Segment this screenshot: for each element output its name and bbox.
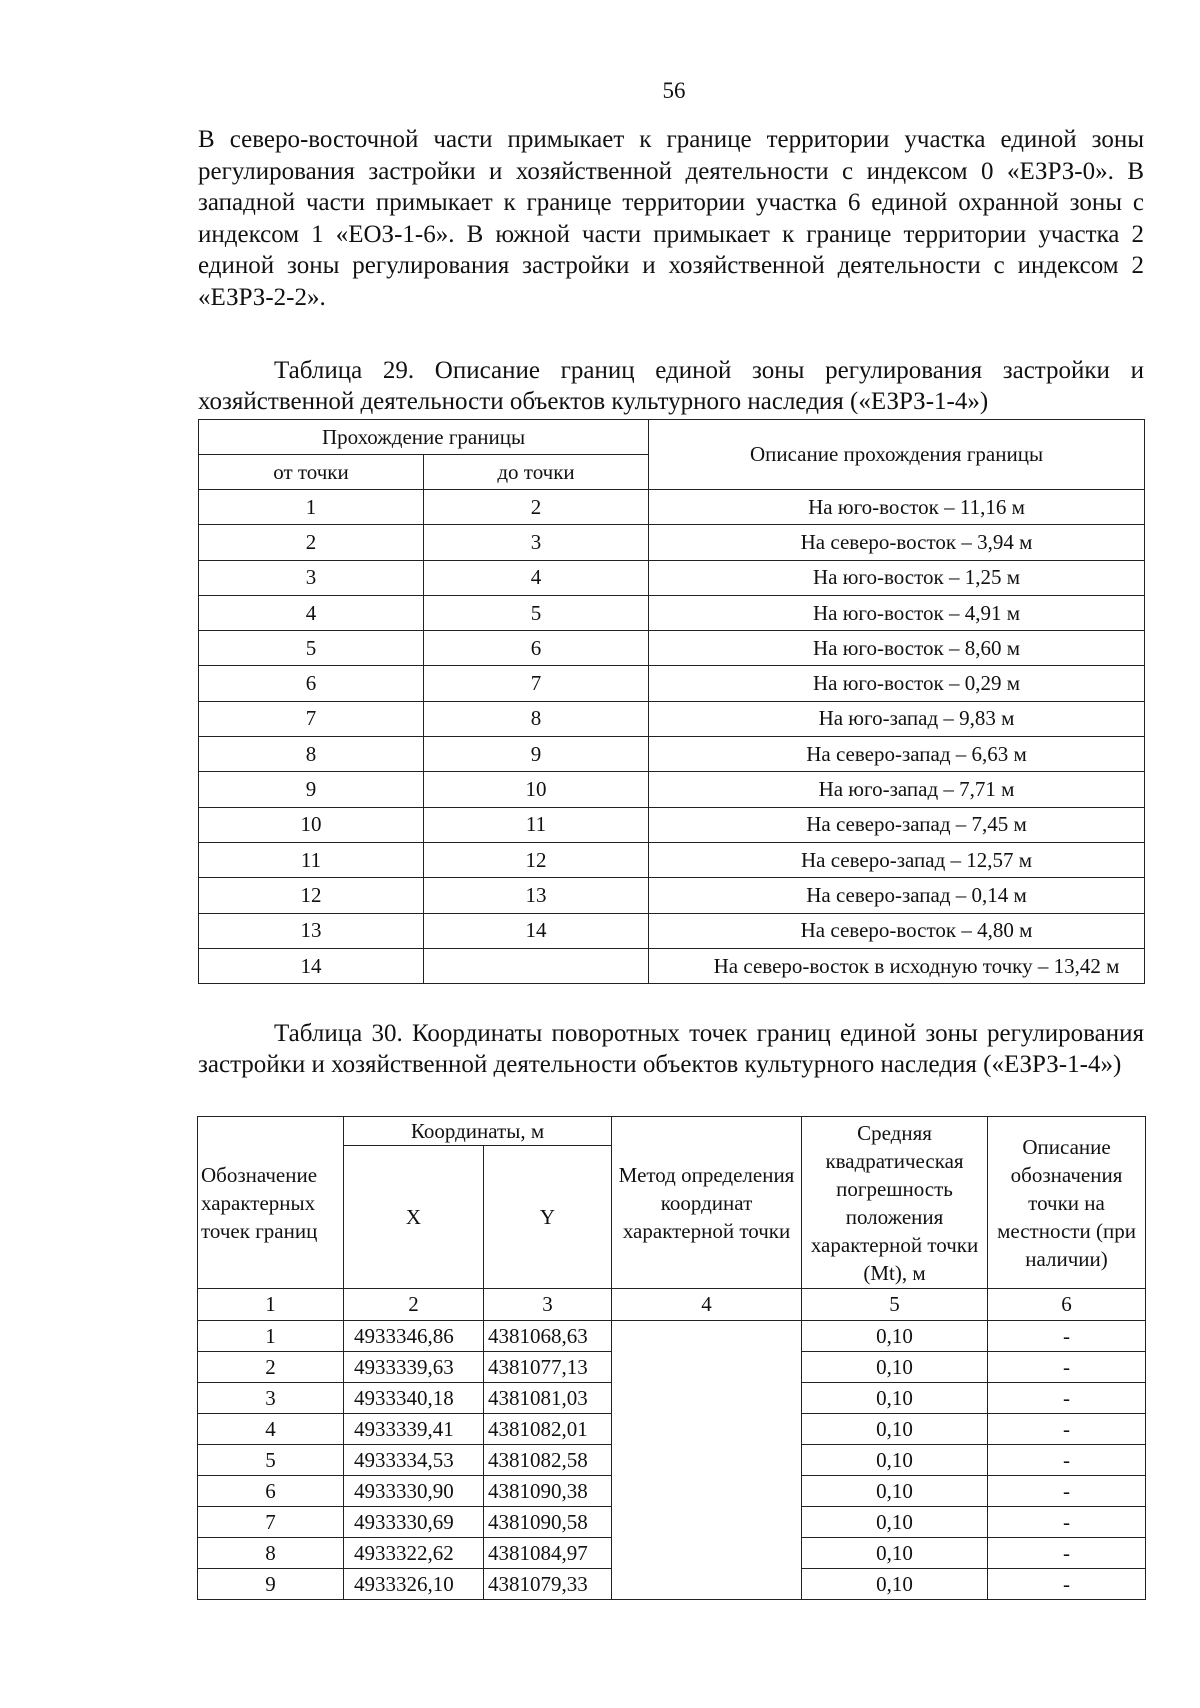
cell-point-description: - — [988, 1507, 1146, 1538]
cell-point-description: - — [988, 1538, 1146, 1569]
table-row — [199, 701, 1145, 736]
cell-mean-square-error: 0,10 — [802, 1445, 988, 1476]
cell-from-point: 12 — [199, 878, 424, 913]
cell-mean-square-error: 0,10 — [802, 1414, 988, 1445]
cell-point-description: - — [988, 1414, 1146, 1445]
header-boundary-description: Описание прохождения границы — [649, 420, 1145, 490]
cell-from-point: 1 — [199, 490, 424, 525]
page-number: 56 — [662, 78, 686, 103]
cell-from-point: 4 — [199, 595, 424, 630]
cell-description: На юго-восток – 1,25 м — [649, 560, 1145, 595]
column-number: 3 — [484, 1289, 612, 1321]
cell-coordinate-y: 4381090,38 — [484, 1476, 612, 1507]
cell-to-point: 2 — [424, 490, 649, 525]
table-row — [199, 631, 1145, 666]
cell-coordinate-x: 4933322,62 — [344, 1538, 484, 1569]
cell-point-description: - — [988, 1476, 1146, 1507]
cell-description: На северо-восток в исходную точку – 13,42 м — [649, 948, 1145, 983]
cell-point-description: - — [988, 1352, 1146, 1383]
cell-coordinate-x: 4933340,18 — [344, 1383, 484, 1414]
cell-mean-square-error: 0,10 — [802, 1569, 988, 1600]
cell-mean-square-error: 0,10 — [802, 1476, 988, 1507]
intro-paragraph: В северо-восточной части примыкает к границе территории участка единой зоны регулирования застройки и хозяйственной деятельности с индексом 0 «ЕЗРЗ-0». В западной части примыкает к границе территории участка 6 единой охранной зоны с индексом 1 «ЕОЗ-1-6». В южной части примыкает к границе территории участка 2 единой зоны регулирования застройки и хозяйственной деятельности с индексом 2 «ЕЗРЗ-2-2». — [198, 126, 1144, 311]
cell-description: На северо-восток – 3,94 м — [649, 525, 1145, 560]
table-row — [199, 595, 1145, 630]
cell-coordinate-x: 4933334,53 — [344, 1445, 484, 1476]
header-boundary-passage: Прохождение границы — [199, 420, 649, 455]
cell-to-point: 8 — [424, 701, 649, 736]
table-row — [199, 842, 1145, 877]
cell-to-point: 6 — [424, 631, 649, 666]
header-y: Y — [484, 1146, 612, 1289]
header-point-designation: Обозначение характерных точек границ — [198, 1117, 344, 1289]
cell-from-point: 13 — [199, 913, 424, 948]
table-row — [199, 666, 1145, 701]
cell-from-point: 14 — [199, 948, 424, 983]
cell-description: На северо-запад – 0,14 м — [649, 878, 1145, 913]
cell-description: На северо-восток – 4,80 м — [649, 913, 1145, 948]
cell-to-point: 5 — [424, 595, 649, 630]
column-number: 1 — [198, 1289, 344, 1321]
table-row — [199, 525, 1145, 560]
header-mean-square-error: Средняя квадратическая погрешность положения характерной точки (Mt), м — [802, 1117, 988, 1289]
cell-from-point: 9 — [199, 772, 424, 807]
cell-description: На северо-запад – 7,45 м — [649, 807, 1145, 842]
cell-point-description: - — [988, 1445, 1146, 1476]
cell-to-point: 13 — [424, 878, 649, 913]
cell-mean-square-error: 0,10 — [802, 1321, 988, 1352]
cell-to-point: 4 — [424, 560, 649, 595]
table-row — [198, 1321, 1146, 1352]
cell-from-point: 10 — [199, 807, 424, 842]
table-row — [199, 737, 1145, 772]
column-number: 4 — [612, 1289, 802, 1321]
cell-to-point: 3 — [424, 525, 649, 560]
cell-point-description: - — [988, 1569, 1146, 1600]
cell-point-number: 3 — [198, 1383, 344, 1414]
table-row — [199, 878, 1145, 913]
table-row — [199, 807, 1145, 842]
cell-from-point: 7 — [199, 701, 424, 736]
table-row — [199, 490, 1145, 525]
cell-to-point: 10 — [424, 772, 649, 807]
cell-coordinate-x: 4933330,90 — [344, 1476, 484, 1507]
cell-mean-square-error: 0,10 — [802, 1538, 988, 1569]
header-point-description: Описание обозначения точки на местности (при наличии) — [988, 1117, 1146, 1289]
cell-coordinate-y: 4381081,03 — [484, 1383, 612, 1414]
cell-to-point: 7 — [424, 666, 649, 701]
cell-point-description: - — [988, 1383, 1146, 1414]
table-30-caption: Таблица 30. Координаты поворотных точек границ единой зоны регулирования застройки и хозяйственной деятельности объектов культурного наследия («ЕЗРЗ-1-4») — [198, 1020, 1144, 1078]
cell-description: На юго-восток – 4,91 м — [649, 595, 1145, 630]
cell-coordinate-y: 4381082,01 — [484, 1414, 612, 1445]
header-method: Метод определения координат характерной точки — [612, 1117, 802, 1289]
cell-coordinate-x: 4933326,10 — [344, 1569, 484, 1600]
cell-method — [612, 1321, 802, 1600]
header-from-point: от точки — [199, 455, 424, 490]
header-x: X — [344, 1146, 484, 1289]
cell-to-point: 11 — [424, 807, 649, 842]
column-number: 5 — [802, 1289, 988, 1321]
column-number: 6 — [988, 1289, 1146, 1321]
cell-description: На северо-запад – 6,63 м — [649, 737, 1145, 772]
cell-from-point: 2 — [199, 525, 424, 560]
cell-point-number: 6 — [198, 1476, 344, 1507]
cell-from-point: 11 — [199, 842, 424, 877]
table-row — [199, 772, 1145, 807]
table-30-coordinates — [197, 1116, 1146, 1600]
cell-point-number: 1 — [198, 1321, 344, 1352]
cell-mean-square-error: 0,10 — [802, 1352, 988, 1383]
cell-point-number: 7 — [198, 1507, 344, 1538]
cell-to-point: 12 — [424, 842, 649, 877]
cell-from-point: 5 — [199, 631, 424, 666]
table-29-caption: Таблица 29. Описание границ единой зоны регулирования застройки и хозяйственной деятельности объектов культурного наследия («ЕЗРЗ-1-4») — [198, 357, 1144, 415]
cell-coordinate-x: 4933330,69 — [344, 1507, 484, 1538]
cell-mean-square-error: 0,10 — [802, 1383, 988, 1414]
cell-coordinate-x: 4933339,41 — [344, 1414, 484, 1445]
cell-description: На юго-запад – 9,83 м — [649, 701, 1145, 736]
cell-coordinate-y: 4381077,13 — [484, 1352, 612, 1383]
column-number: 2 — [344, 1289, 484, 1321]
cell-point-number: 5 — [198, 1445, 344, 1476]
cell-to-point: 9 — [424, 737, 649, 772]
cell-to-point: 14 — [424, 913, 649, 948]
cell-point-number: 9 — [198, 1569, 344, 1600]
cell-description: На северо-запад – 12,57 м — [649, 842, 1145, 877]
table-row — [199, 948, 1145, 983]
cell-coordinate-y: 4381068,63 — [484, 1321, 612, 1352]
cell-coordinate-y: 4381090,58 — [484, 1507, 612, 1538]
cell-description: На юго-восток – 8,60 м — [649, 631, 1145, 666]
cell-description: На юго-запад – 7,71 м — [649, 772, 1145, 807]
cell-description: На юго-восток – 11,16 м — [649, 490, 1145, 525]
cell-coordinate-y: 4381084,97 — [484, 1538, 612, 1569]
cell-coordinate-y: 4381079,33 — [484, 1569, 612, 1600]
cell-point-number: 4 — [198, 1414, 344, 1445]
table-row — [199, 560, 1145, 595]
header-coordinates: Координаты, м — [344, 1117, 612, 1146]
cell-to-point — [424, 948, 649, 983]
cell-coordinate-x: 4933339,63 — [344, 1352, 484, 1383]
table-row — [199, 913, 1145, 948]
cell-point-description: - — [988, 1321, 1146, 1352]
cell-point-number: 2 — [198, 1352, 344, 1383]
cell-description: На юго-восток – 0,29 м — [649, 666, 1145, 701]
cell-from-point: 8 — [199, 737, 424, 772]
cell-from-point: 3 — [199, 560, 424, 595]
cell-from-point: 6 — [199, 666, 424, 701]
cell-point-number: 8 — [198, 1538, 344, 1569]
cell-coordinate-x: 4933346,86 — [344, 1321, 484, 1352]
cell-coordinate-y: 4381082,58 — [484, 1445, 612, 1476]
table-29-boundary-description — [198, 419, 1145, 984]
cell-mean-square-error: 0,10 — [802, 1507, 988, 1538]
header-to-point: до точки — [424, 455, 649, 490]
